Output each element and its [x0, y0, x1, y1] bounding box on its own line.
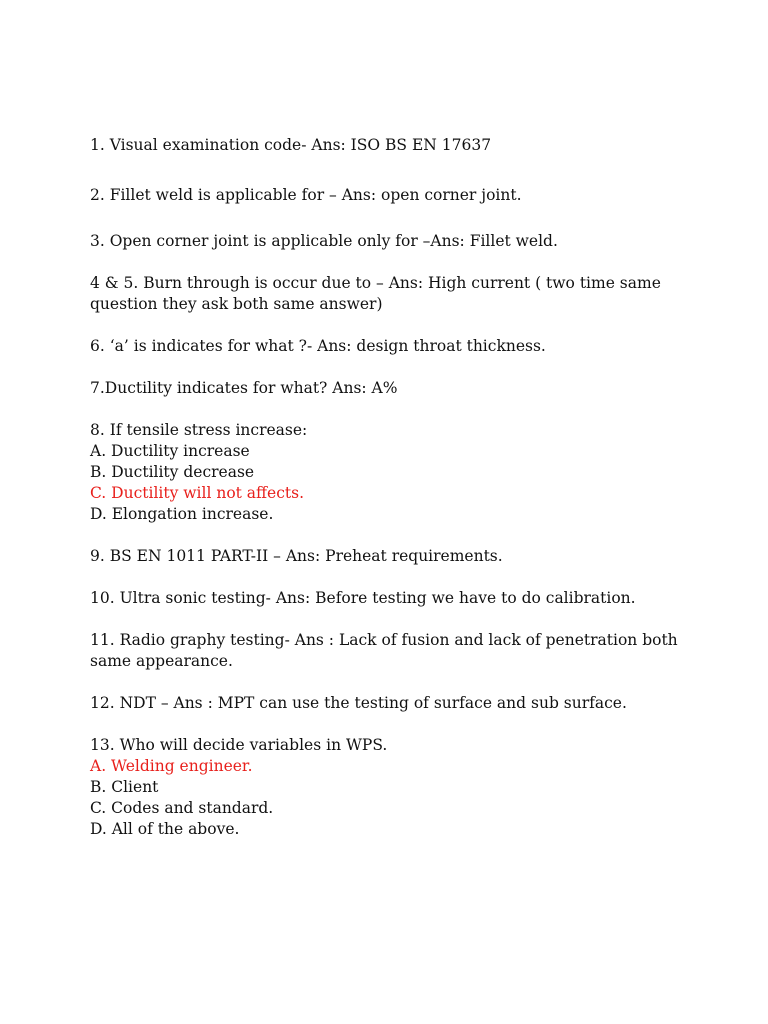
question-10 [90, 588, 710, 609]
question-8-stem: 8. If tensile stress increase: [90, 421, 308, 439]
question-11-line-2: same appearance. [90, 652, 233, 670]
question-4-5-line-2: question they ask both same answer) [90, 295, 383, 313]
question-1-text: 1. Visual examination code- Ans: ISO BS EN 17637 [90, 136, 492, 154]
question-13-stem: 13. Who will decide variables in WPS. [90, 736, 388, 754]
question-13-option-b: B. Client [90, 778, 159, 796]
question-6 [90, 336, 710, 357]
question-11-line-1: 11. Radio graphy testing- Ans : Lack of fusion and lack of penetration both [90, 631, 678, 649]
question-7 [90, 378, 710, 399]
question-1 [90, 135, 710, 156]
question-10-text: 10. Ultra sonic testing- Ans: Before testing we have to do calibration. [90, 589, 636, 607]
question-11 [90, 630, 710, 672]
question-13-option-a-answer: A. Welding engineer. [90, 757, 253, 775]
question-13-option-c: C. Codes and standard. [90, 799, 274, 817]
question-7-text: 7.Ductility indicates for what? Ans: A% [90, 379, 398, 397]
question-8 [90, 420, 710, 525]
question-8-option-a: A. Ductility increase [90, 442, 250, 460]
question-4-5 [90, 273, 710, 315]
question-13 [90, 735, 710, 840]
question-list [90, 135, 710, 840]
question-8-option-d: D. Elongation increase. [90, 505, 274, 523]
question-12-text: 12. NDT – Ans : MPT can use the testing of surface and sub surface. [90, 694, 627, 712]
question-9-text: 9. BS EN 1011 PART-II – Ans: Preheat requirements. [90, 547, 503, 565]
question-9 [90, 546, 710, 567]
question-13-option-d: D. All of the above. [90, 820, 240, 838]
question-2 [90, 185, 710, 206]
question-12 [90, 693, 710, 714]
question-8-option-c-answer: C. Ductility will not affects. [90, 484, 305, 502]
question-3-text: 3. Open corner joint is applicable only for –Ans: Fillet weld. [90, 232, 558, 250]
question-6-text: 6. ‘a’ is indicates for what ?- Ans: design throat thickness. [90, 337, 546, 355]
question-3 [90, 231, 710, 252]
question-2-text: 2. Fillet weld is applicable for – Ans: open corner joint. [90, 186, 522, 204]
question-8-option-b: B. Ductility decrease [90, 463, 255, 481]
question-4-5-line-1: 4 & 5. Burn through is occur due to – Ans: High current ( two time same [90, 274, 661, 292]
